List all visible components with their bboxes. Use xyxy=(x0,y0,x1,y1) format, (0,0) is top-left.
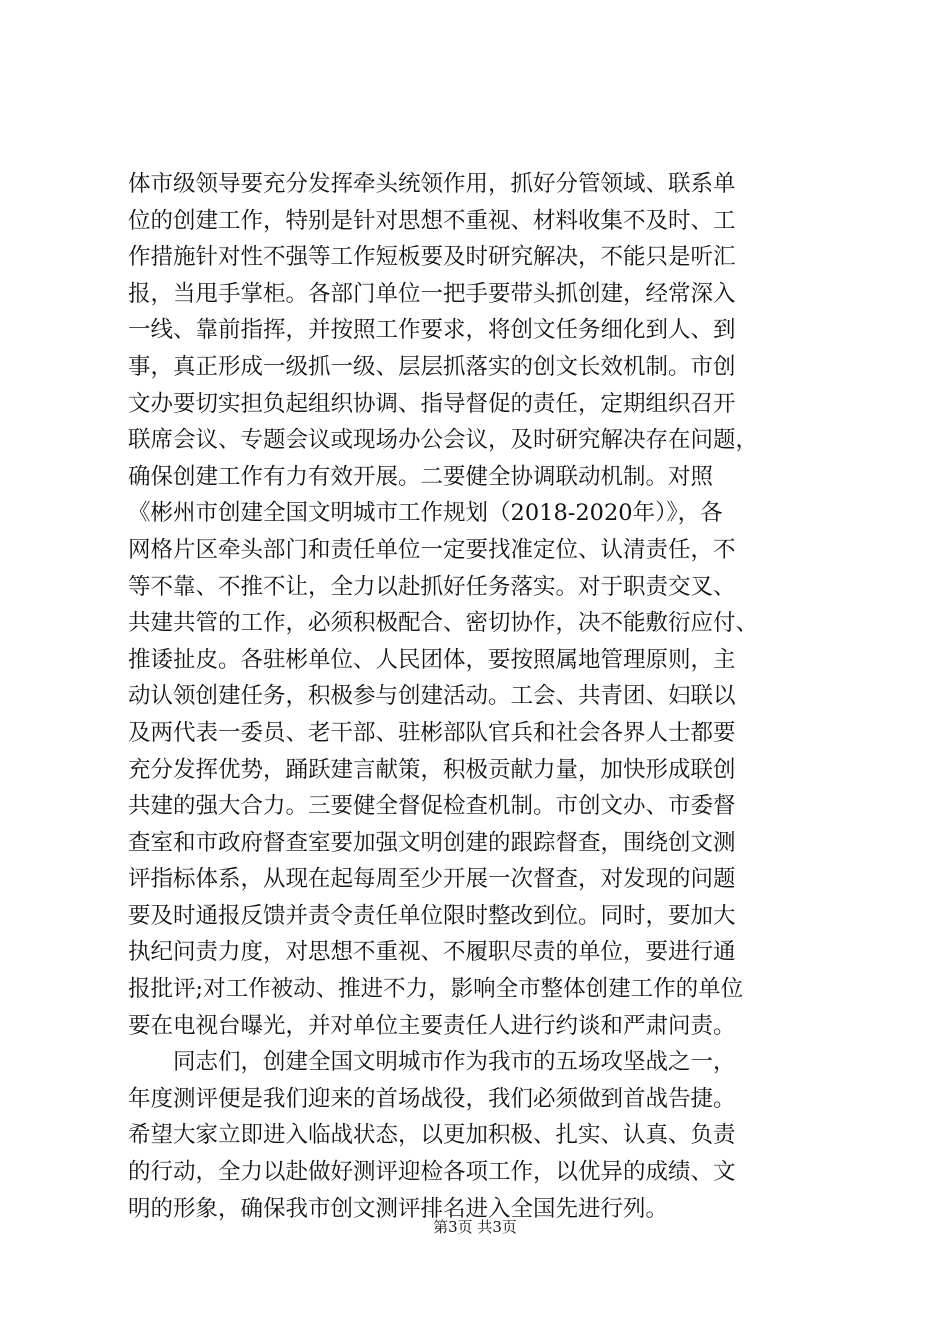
text-line: 文办要切实担负起组织协调、指导督促的责任，定期组织召开 xyxy=(128,390,736,417)
text-line: 要在电视台曝光，并对单位主要责任人进行约谈和严肃问责。 xyxy=(128,1012,736,1039)
text-line: 联席会议、专题会议或现场办公会议，及时研究解决存在问题， xyxy=(128,427,759,454)
text-line: 体市级领导要充分发挥牵头统领作用，抓好分管领域、联系单 xyxy=(128,171,736,197)
text-line: 报，当甩手掌柜。各部门单位一把手要带头抓创建，经常深入 xyxy=(128,280,736,307)
text-line: 明的形象，确保我市创文测评排名进入全国先进行列。 xyxy=(128,1195,669,1222)
page-footer: 第3页 共3页 xyxy=(433,1218,517,1236)
text-line: 同志们，创建全国文明城市作为我市的五场攻坚战之一， xyxy=(128,1049,736,1076)
text-line: 位的创建工作，特别是针对思想不重视、材料收集不及时、工 xyxy=(128,207,736,234)
text-line: 要及时通报反馈并责令责任单位限时整改到位。同时，要加大 xyxy=(128,902,736,929)
text-line: 年度测评便是我们迎来的首场战役，我们必须做到首战告捷。 xyxy=(128,1085,736,1112)
text-line: 动认领创建任务，积极参与创建活动。工会、共青团、妇联以 xyxy=(128,683,736,710)
text-line: 确保创建工作有力有效开展。二要健全协调联动机制。对照 xyxy=(128,463,714,490)
text-line: 推诿扯皮。各驻彬单位、人民团体，要按照属地管理原则，主 xyxy=(128,646,736,673)
text-line: 共建的强大合力。三要健全督促检查机制。市创文办、市委督 xyxy=(128,793,736,820)
text-line: 一线、靠前指挥，并按照工作要求，将创文任务细化到人、到 xyxy=(128,317,736,344)
text-line: 查室和市政府督查室要加强文明创建的跟踪督查，围绕创文测 xyxy=(128,829,736,856)
text-line: 充分发挥优势，踊跃建言献策，积极贡献力量，加快形成联创 xyxy=(128,756,736,783)
text-line: 《彬州市创建全国文明城市工作规划（2018-2020年）》，各 xyxy=(128,500,723,527)
text-line: 希望大家立即进入临战状态，以更加积极、扎实、认真、负责 xyxy=(128,1122,736,1149)
text-line: 事，真正形成一级抓一级、层层抓落实的创文长效机制。市创 xyxy=(128,353,736,380)
text-line: 作措施针对性不强等工作短板要及时研究解决，不能只是听汇 xyxy=(128,244,736,271)
text-line: 及两代表一委员、老干部、驻彬部队官兵和社会各界人士都要 xyxy=(128,719,736,746)
text-line: 执纪问责力度，对思想不重视、不履职尽责的单位，要进行通 xyxy=(128,939,736,966)
text-line: 共建共管的工作，必须积极配合、密切协作，决不能敷衍应付、 xyxy=(128,610,759,637)
body-text xyxy=(128,166,828,1227)
text-line: 网格片区牵头部门和责任单位一定要找准定位、认清责任，不 xyxy=(128,536,736,563)
text-line: 评指标体系，从现在起每周至少开展一次督查，对发现的问题 xyxy=(128,866,736,893)
text-line: 报批评;对工作被动、推进不力，影响全市整体创建工作的单位 xyxy=(128,976,744,1003)
text-line: 等不靠、不推不让，全力以赴抓好任务落实。对于职责交叉、 xyxy=(128,573,736,600)
text-line: 的行动，全力以赴做好测评迎检各项工作，以优异的成绩、文 xyxy=(128,1159,736,1186)
